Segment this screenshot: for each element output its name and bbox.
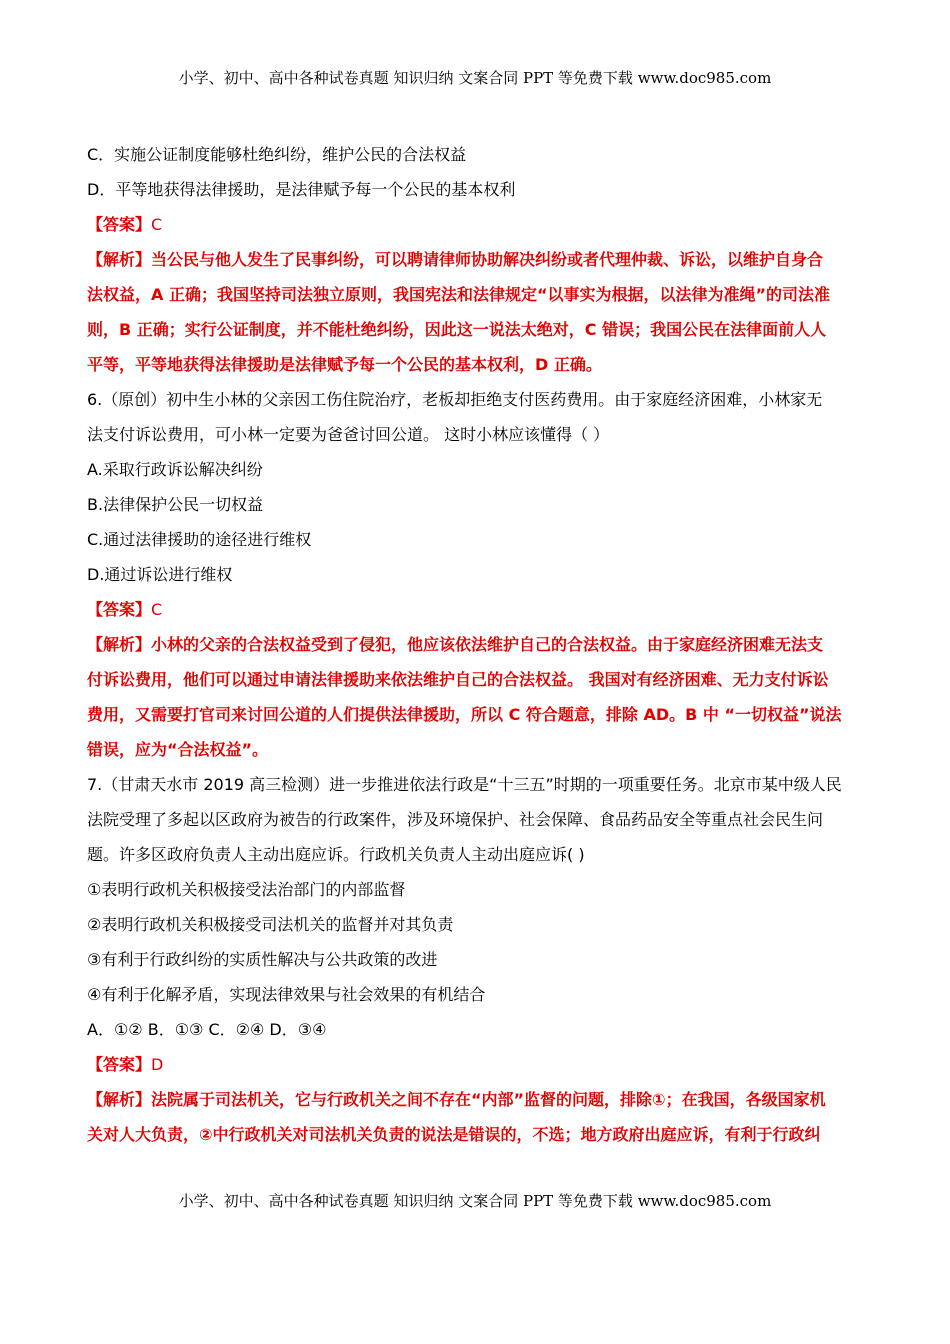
page-footer: 小学、初中、高中各种试卷真题 知识归纳 文案合同 PPT 等免费下载 www.doc985.com — [178, 1192, 772, 1210]
q7-analysis — [87, 1082, 867, 1152]
document-body — [87, 137, 867, 1152]
q7-stem — [87, 767, 867, 872]
q5-analysis — [87, 242, 867, 382]
answer-label: 【答案】 — [87, 215, 152, 234]
page-header: 小学、初中、高中各种试卷真题 知识归纳 文案合同 PPT 等免费下载 www.doc985.com — [178, 69, 772, 87]
q5-option-c: C．实施公证制度能够杜绝纠纷，维护公民的合法权益 — [87, 145, 467, 164]
answer-label: 【答案】 — [87, 1055, 152, 1074]
analysis-line: 【解析】法院属于司法机关，它与行政机关之间不存在“内部”监督的问题，排除①；在我国，各级国家机 — [87, 1090, 826, 1109]
answer-value: C — [151, 600, 163, 619]
q6-option-a: A.采取行政诉讼解决纠纷 — [87, 460, 263, 479]
q7-answer — [87, 1047, 867, 1082]
q7-statement-4: ④有利于化解矛盾，实现法律效果与社会效果的有机结合 — [87, 985, 486, 1004]
answer-value: D — [151, 1055, 164, 1074]
answer-label: 【答案】 — [87, 600, 152, 619]
q6-option-d: D.通过诉讼进行维权 — [87, 565, 233, 584]
analysis-line: 【解析】小林的父亲的合法权益受到了侵犯，他应该依法维护自己的合法权益。由于家庭经济困难无法支 — [87, 635, 824, 654]
q6-answer — [87, 592, 867, 627]
q6-analysis — [87, 627, 867, 767]
q7-statement-1: ①表明行政机关积极接受法治部门的内部监督 — [87, 880, 406, 899]
q7-statement-2: ②表明行政机关积极接受司法机关的监督并对其负责 — [87, 915, 454, 934]
stem-line: 法支付诉讼费用，可小林一定要为爸爸讨回公道。 这时小林应该懂得（ ） — [87, 425, 610, 444]
stem-line: 7.（甘肃天水市 2019 高三检测）进一步推进依法行政是“十三五”时期的一项重要任务。北京市某中级人民 — [87, 775, 842, 794]
q5-answer — [87, 207, 867, 242]
stem-line: 题。许多区政府负责人主动出庭应诉。行政机关负责人主动出庭应诉( ) — [87, 845, 585, 864]
analysis-line: 平等，平等地获得法律援助是法律赋予每一个公民的基本权利，D 正确。 — [87, 355, 602, 374]
analysis-line: 【解析】当公民与他人发生了民事纠纷，可以聘请律师协助解决纠纷或者代理仲裁、诉讼，以维护自身合 — [87, 250, 824, 269]
q6-stem — [87, 382, 867, 452]
q5-option-d: D．平等地获得法律援助，是法律赋予每一个公民的基本权利 — [87, 180, 516, 199]
stem-line: 法院受理了多起以区政府为被告的行政案件，涉及环境保护、社会保障、食品药品安全等重点社会民生问 — [87, 810, 824, 829]
analysis-line: 关对人大负责，②中行政机关对司法机关负责的说法是错误的，不选；地方政府出庭应诉，有利于行政纠 — [87, 1125, 821, 1144]
analysis-line: 错误，应为“合法权益”。 — [87, 740, 269, 759]
answer-value: C — [151, 215, 163, 234]
q7-choices: A．①② B．①③ C．②④ D．③④ — [87, 1020, 327, 1039]
analysis-line: 付诉讼费用，他们可以通过申请法律援助来依法维护自己的合法权益。 我国对有经济困难、无力支付诉讼 — [87, 670, 829, 689]
q6-option-b: B.法律保护公民一切权益 — [87, 495, 264, 514]
q7-statement-3: ③有利于行政纠纷的实质性解决与公共政策的改进 — [87, 950, 438, 969]
analysis-line: 费用，又需要打官司来讨回公道的人们提供法律援助，所以 C 符合题意，排除 AD。B 中 “一切权益”说法 — [87, 705, 842, 724]
q6-option-c: C.通过法律援助的途径进行维权 — [87, 530, 312, 549]
analysis-line: 法权益，A 正确；我国坚持司法独立原则，我国宪法和法律规定“以事实为根据，以法律为准绳”的司法准 — [87, 285, 830, 304]
stem-line: 6.（原创）初中生小林的父亲因工伤住院治疗，老板却拒绝支付医药费用。由于家庭经济困难，小林家无 — [87, 390, 823, 409]
analysis-line: 则，B 正确；实行公证制度，并不能杜绝纠纷，因此这一说法太绝对，C 错误；我国公民在法律面前人人 — [87, 320, 827, 339]
